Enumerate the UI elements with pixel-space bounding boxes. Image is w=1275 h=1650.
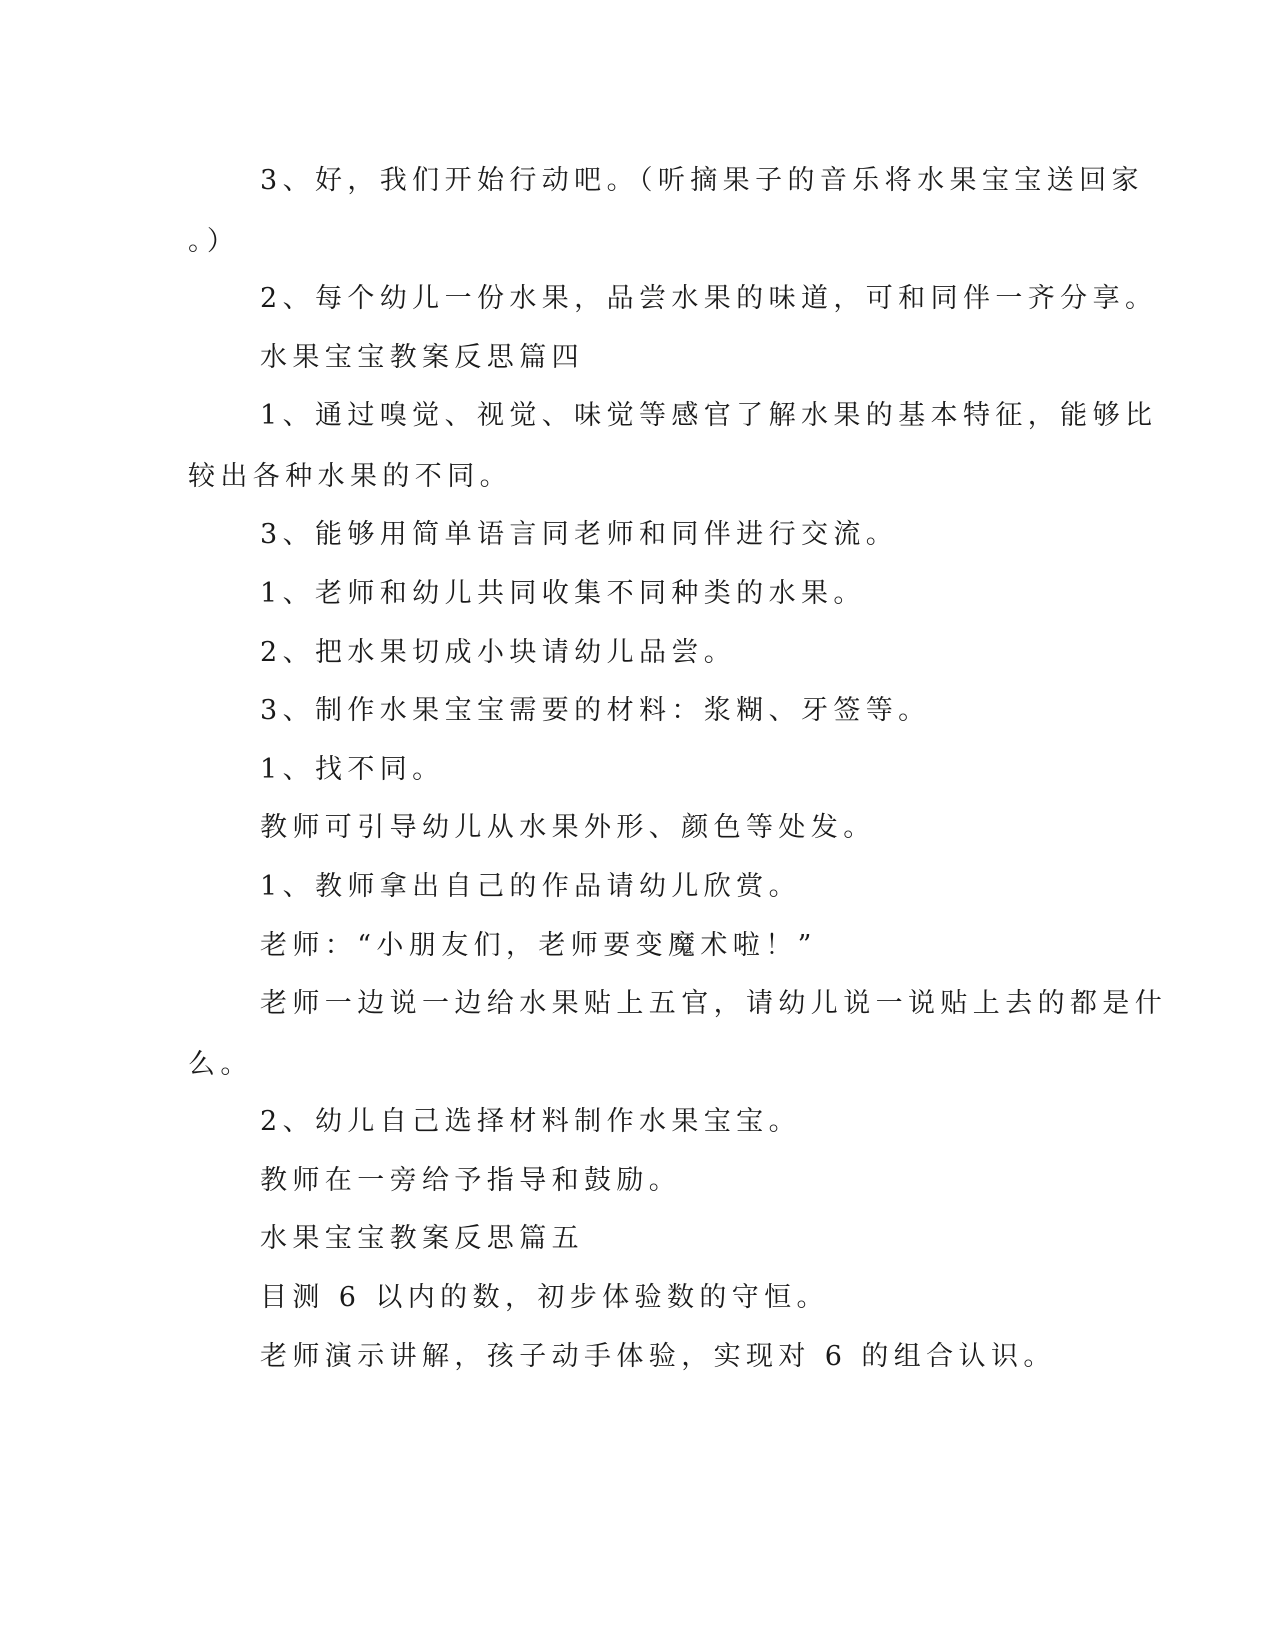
paragraph <box>188 915 1078 976</box>
section-heading <box>188 327 1078 388</box>
paragraph-line: 3、制作水果宝宝需要的材料：浆糊、牙签等。 <box>260 695 931 726</box>
paragraph-line: 1、找不同。 <box>260 754 445 785</box>
paragraph-line: 2、把水果切成小块请幼儿品尝。 <box>260 637 737 668</box>
paragraph-line: 1、老师和幼儿共同收集不同种类的水果。 <box>260 578 866 609</box>
paragraph <box>188 1150 1078 1211</box>
paragraph-line: 1、教师拿出自己的作品请幼儿欣赏。 <box>260 871 801 902</box>
paragraph <box>188 680 1078 741</box>
section-heading-text: 水果宝宝教案反思篇四 <box>260 342 584 373</box>
paragraph-line: 。） <box>188 226 240 257</box>
paragraph-line: 老师：“小朋友们，老师要变魔术啦！” <box>260 930 817 961</box>
paragraph-line: 2、幼儿自己选择材料制作水果宝宝。 <box>260 1106 801 1137</box>
section-heading-text: 水果宝宝教案反思篇五 <box>260 1223 584 1254</box>
paragraph <box>188 385 1158 507</box>
paragraph <box>188 268 1158 329</box>
paragraph-line: 2、每个幼儿一份水果，品尝水果的味道，可和同伴一齐分享。 <box>260 283 1158 314</box>
paragraph-line: 目测 6 以内的数，初步体验数的守恒。 <box>260 1282 829 1313</box>
paragraph <box>188 973 1168 1095</box>
paragraph <box>188 622 1078 683</box>
paragraph-line: 老师演示讲解，孩子动手体验，实现对 6 的组合认识。 <box>260 1341 1056 1372</box>
paragraph <box>188 1267 1078 1328</box>
paragraph <box>188 150 1144 272</box>
paragraph <box>188 563 1078 624</box>
paragraph-line: 1、通过嗅觉、视觉、味觉等感官了解水果的基本特征，能够比 <box>260 400 1158 431</box>
paragraph-line: 3、好，我们开始行动吧。（听摘果子的音乐将水果宝宝送回家 <box>260 165 1144 196</box>
paragraph-line: 3、能够用简单语言同老师和同伴进行交流。 <box>260 519 899 550</box>
paragraph-line: 较出各种水果的不同。 <box>188 461 512 492</box>
paragraph <box>188 1091 1078 1152</box>
paragraph <box>188 797 1078 858</box>
paragraph <box>188 1326 1078 1387</box>
paragraph-line: 么。 <box>188 1049 253 1080</box>
paragraph-line: 老师一边说一边给水果贴上五官，请幼儿说一说贴上去的都是什 <box>260 988 1168 1019</box>
section-heading <box>188 1208 1078 1269</box>
paragraph <box>188 739 1078 800</box>
paragraph <box>188 504 1078 565</box>
paragraph <box>188 856 1078 917</box>
paragraph-line: 教师可引导幼儿从水果外形、颜色等处发。 <box>260 812 876 843</box>
paragraph-line: 教师在一旁给予指导和鼓励。 <box>260 1165 682 1196</box>
